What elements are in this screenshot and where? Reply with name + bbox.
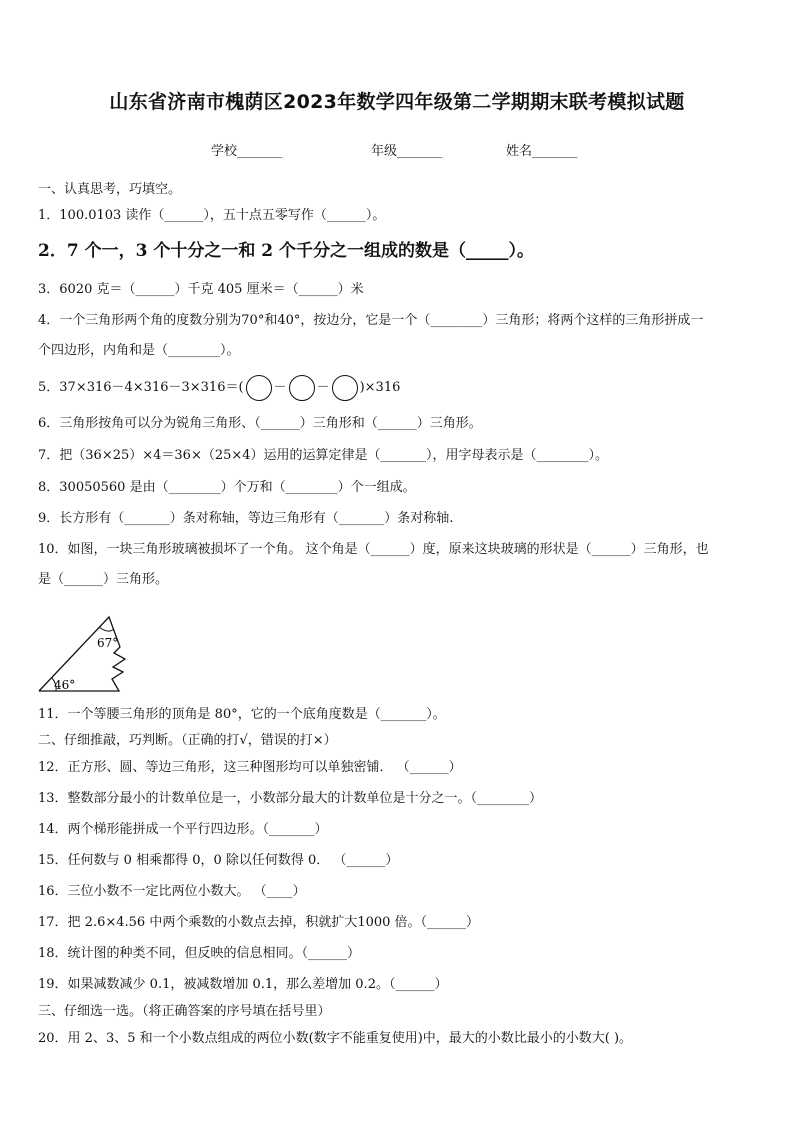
question-8: 8．30050560 是由（________）个万和（________）个一组成。 xyxy=(38,480,416,495)
question-10-line-1: 10．如图，一块三角形玻璃被损坏了一个角。 这个角是（______）度，原来这块玻璃的形状是（______）三角形，也 xyxy=(38,542,709,557)
broken-triangle-figure xyxy=(30,610,140,695)
grade-field: 年级_______ xyxy=(371,144,443,159)
question-4-line-2: 个四边形，内角和是（________）。 xyxy=(38,343,240,358)
angle-label-top: 67° xyxy=(97,636,119,650)
question-14: 14．两个梯形能拼成一个平行四边形。（_______） xyxy=(38,822,328,837)
question-13: 13．整数部分最小的计数单位是一，小数部分最大的计数单位是十分之一。（________） xyxy=(38,791,543,806)
name-field: 姓名_______ xyxy=(506,144,578,159)
question-7: 7．把（36×25）×4＝36×（25×4）运用的运算定律是（_______），用字母表示是（________）。 xyxy=(38,448,609,463)
section-heading-fill-blank: 一、认真思考，巧填空。 xyxy=(38,182,182,197)
triangle-outline xyxy=(39,617,125,691)
question-1: 1．100.0103 读作（______），五十点五零写作（______）。 xyxy=(38,208,386,223)
question-5-tail: )×316 xyxy=(359,380,401,395)
question-10-line-2: 是（______）三角形。 xyxy=(38,572,169,587)
blank-circle xyxy=(246,375,272,401)
question-19: 19．如果减数减少 0.1，被减数增加 0.1，那么差增加 0.2。（______） xyxy=(38,977,448,992)
blank-circle xyxy=(332,375,358,401)
minus-sign: － xyxy=(273,380,287,395)
question-16: 16．三位小数不一定比两位小数大。 （____） xyxy=(38,884,306,899)
section-heading-choice: 三、仔细选一选。（将正确答案的序号填在括号里） xyxy=(38,1004,331,1019)
question-17: 17．把 2.6×4.56 中两个乘数的小数点去掉，积就扩大1000 倍。（______） xyxy=(38,915,480,930)
question-5-lead: 5．37×316－4×316－3×316＝( xyxy=(38,380,244,395)
question-15: 15．任何数与 0 相乘都得 0，0 除以任何数得 0． （______） xyxy=(38,853,399,868)
question-12: 12．正方形、圆、等边三角形，这三种图形均可以单独密铺． （______） xyxy=(38,760,462,775)
question-18: 18．统计图的种类不同，但反映的信息相同。（______） xyxy=(38,946,361,961)
question-4-line-1: 4．一个三角形两个角的度数分别为70°和40°，按边分，它是一个（________）三角形；将两个这样的三角形拼成一 xyxy=(38,313,704,328)
question-5 xyxy=(38,375,400,402)
page-title: 山东省济南市槐荫区2023年数学四年级第二学期期末联考模拟试题 xyxy=(109,91,685,113)
minus-sign: － xyxy=(316,380,330,395)
blank-circle xyxy=(289,375,315,401)
question-11: 11．一个等腰三角形的顶角是 80°，它的一个底角度数是（_______）。 xyxy=(38,707,446,722)
question-6: 6．三角形按角可以分为锐角三角形、（______）三角形和（______）三角形。 xyxy=(38,416,482,431)
section-heading-judge: 二、仔细推敲，巧判断。（正确的打√，错误的打×） xyxy=(38,733,337,748)
school-field: 学校_______ xyxy=(211,144,283,159)
angle-arc-top xyxy=(99,627,114,631)
question-2: 2．7 个一，3 个十分之一和 2 个千分之一组成的数是（_____）。 xyxy=(38,241,534,261)
question-20: 20．用 2、3、5 和一个小数点组成的两位小数(数字不能重复使用)中，最大的小数比最小的小数大( )。 xyxy=(38,1031,633,1046)
question-9: 9．长方形有（_______）条对称轴，等边三角形有（_______）条对称轴. xyxy=(38,511,454,526)
angle-label-left: 46° xyxy=(54,678,76,692)
question-3: 3．6020 克＝（______）千克 405 厘米＝（______）米 xyxy=(38,282,364,297)
